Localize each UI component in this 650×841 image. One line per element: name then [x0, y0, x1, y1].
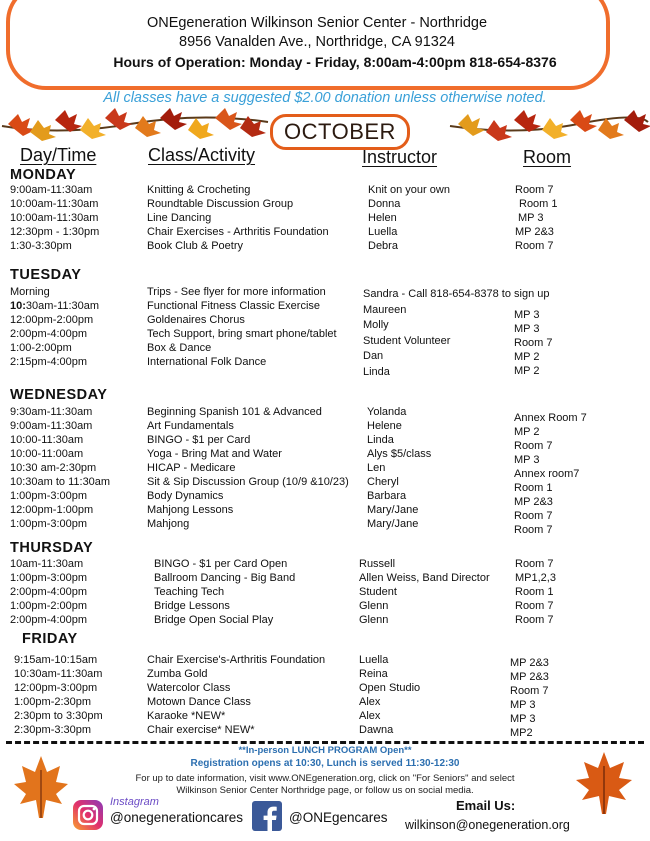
- time-slot: 10:30am to 11:30am: [10, 476, 111, 488]
- time-slot: 2:30pm-3:30pm: [14, 724, 92, 736]
- friday-times: [14, 653, 103, 737]
- room-name: Room 7: [515, 558, 554, 570]
- day-heading-tuesday: TUESDAY: [10, 267, 82, 283]
- time-slot: 2:00pm-4:00pm: [10, 328, 88, 340]
- time-slot: 1:00pm-2:00pm: [10, 600, 88, 612]
- instructor-name: Reina: [359, 668, 388, 680]
- instructor-name: Alys $5/class: [367, 448, 432, 460]
- instructor-name: Knit on your own: [368, 184, 450, 196]
- instructor-name: Barbara: [367, 490, 407, 502]
- room-name: Room 1: [515, 586, 554, 598]
- room-name: Annex Room 7: [514, 412, 587, 424]
- class-name: Knitting & Crocheting: [147, 184, 251, 196]
- thursday-instructors: [359, 557, 490, 627]
- time-slot: 9:30am-11:30am: [10, 406, 93, 418]
- day-heading-monday: MONDAY: [10, 167, 77, 183]
- instructor-name: Open Studio: [359, 682, 421, 694]
- instructor-name: Glenn: [359, 600, 389, 612]
- time-slot: 10:00am-11:30am: [10, 212, 99, 224]
- room-name: MP 3: [514, 309, 540, 321]
- class-name: Trips - See flyer for more information: [147, 286, 326, 298]
- column-header-room: Room: [523, 147, 572, 167]
- room-name: Room 7: [514, 510, 553, 522]
- instagram-handle[interactable]: @onegenerationcares: [110, 810, 244, 825]
- room-name: MP 2&3: [510, 657, 549, 669]
- monday-instructors: [368, 183, 450, 253]
- class-name: Chair Exercises - Arthritis Foundation: [147, 226, 329, 238]
- room-name: MP2: [510, 727, 533, 739]
- instagram-icon[interactable]: [72, 799, 104, 831]
- instagram-label: Instagram: [110, 796, 159, 808]
- dashed-divider: [6, 741, 644, 744]
- autumn-leaves-right-icon: [448, 108, 650, 142]
- time-slot: Morning: [10, 286, 50, 298]
- room-name: MP 3: [510, 713, 536, 725]
- room-name: MP 2&3: [514, 496, 553, 508]
- instructor-name: Mary/Jane: [367, 518, 419, 530]
- time-slot: 2:15pm-4:00pm: [10, 356, 88, 368]
- room-name: MP 2: [514, 351, 540, 363]
- class-name: Bridge Lessons: [154, 600, 230, 612]
- friday-classes: [147, 653, 325, 737]
- class-name: BINGO - $1 per Card: [147, 434, 251, 446]
- instructor-name: Russell: [359, 558, 396, 570]
- class-name: Body Dynamics: [147, 490, 224, 502]
- friday-instructors: [359, 653, 420, 737]
- instructor-name: Helene: [367, 420, 402, 432]
- class-name: Beginning Spanish 101 & Advanced: [147, 406, 322, 418]
- room-name: Room 7: [515, 614, 554, 626]
- class-name: Mahjong: [147, 518, 190, 530]
- class-name: Chair exercise* NEW*: [147, 724, 255, 736]
- class-name: Bridge Open Social Play: [154, 614, 274, 626]
- class-name: Line Dancing: [147, 212, 212, 224]
- room-name: MP 2&3: [510, 671, 549, 683]
- instructor-name: Yolanda: [367, 406, 407, 418]
- time-slot: 1:00-2:00pm: [10, 342, 72, 354]
- time-slot: 2:30pm to 3:30pm: [14, 710, 103, 722]
- instructor-name: Student: [359, 586, 397, 598]
- instructor-name: Len: [367, 462, 386, 474]
- instructor-name: Sandra - Call 818-654-8378 to sign up: [363, 288, 550, 300]
- center-address: 8956 Vanalden Ave., Northridge, CA 91324: [179, 34, 455, 50]
- friday-rooms: [510, 656, 549, 740]
- instructor-name: Linda: [367, 434, 394, 446]
- time-slot: 10:00-11:00am: [10, 448, 84, 460]
- class-name: Roundtable Discussion Group: [147, 198, 294, 210]
- day-heading-friday: FRIDAY: [22, 631, 78, 647]
- class-name: Functional Fitness Classic Exercise: [147, 300, 321, 312]
- thursday-times: [10, 557, 87, 627]
- day-heading-thursday: THURSDAY: [10, 540, 94, 556]
- room-name: Annex room7: [514, 468, 580, 480]
- time-slot: 12:00pm-1:00pm: [10, 504, 94, 516]
- time-slot: 10:00am-11:30am: [10, 198, 99, 210]
- maple-leaf-right-icon: [572, 748, 636, 820]
- class-name: Yoga - Bring Mat and Water: [147, 448, 282, 460]
- room-name: MP 3: [510, 699, 536, 711]
- wednesday-instructors: [367, 405, 431, 531]
- instructor-name: Maureen: [363, 303, 407, 316]
- instructor-name: Donna: [368, 198, 401, 210]
- room-name: MP 3: [514, 323, 540, 335]
- time-slot: 1:30-3:30pm: [10, 240, 72, 252]
- time-slot: 1:00pm-3:00pm: [10, 518, 88, 530]
- time-slot: 2:00pm-4:00pm: [10, 586, 88, 598]
- center-name: ONEgeneration Wilkinson Senior Center - Northridge: [146, 15, 488, 31]
- room-name: Room 7: [515, 600, 554, 612]
- info-line-2: Wilkinson Senior Center Northridge page, or follow us on social media.: [176, 785, 474, 796]
- class-name: Art Fundamentals: [147, 420, 234, 432]
- instructor-name: Alex: [359, 696, 381, 708]
- wednesday-rooms: [514, 411, 587, 537]
- time-bold-prefix: 10:: [10, 300, 26, 312]
- day-heading-wednesday: WEDNESDAY: [10, 387, 108, 403]
- time-slot: 12:00pm-3:00pm: [14, 682, 98, 694]
- time-slot: 2:00pm-4:00pm: [10, 614, 88, 626]
- maple-leaf-left-icon: [12, 752, 70, 824]
- room-name: Room 1: [514, 482, 553, 494]
- time-slot: 1:00pm-2:30pm: [14, 696, 92, 708]
- room-name: Room 7: [515, 240, 554, 252]
- time-slot: 1:00pm-3:00pm: [10, 572, 88, 584]
- instructor-name: Dan: [363, 350, 384, 362]
- tuesday-rooms: [514, 308, 553, 378]
- monday-rooms: [515, 183, 558, 253]
- class-name: Mahjong Lessons: [147, 504, 234, 516]
- tuesday-classes: [147, 285, 337, 369]
- time-slot: 9:00am-11:30am: [10, 184, 93, 196]
- class-name: Motown Dance Class: [147, 696, 251, 708]
- room-name: MP1,2,3: [515, 572, 556, 584]
- instructor-name: Student Volunteer: [363, 334, 451, 347]
- thursday-classes: [154, 557, 295, 627]
- instructor-name: Cheryl: [367, 476, 399, 488]
- instructor-name: Glenn: [359, 614, 389, 626]
- time-slot: 10:30 am-2:30pm: [10, 462, 97, 474]
- room-name: Room 7: [514, 337, 553, 349]
- instructor-name: Mary/Jane: [367, 504, 419, 516]
- email-address[interactable]: wilkinson@onegeneration.org: [405, 818, 570, 832]
- column-header-instructor: Instructor: [362, 147, 438, 167]
- thursday-rooms: [515, 557, 556, 627]
- room-name: MP 2&3: [515, 226, 554, 238]
- time-slot: 1:00pm-3:00pm: [10, 490, 88, 502]
- room-name: Room 7: [514, 524, 553, 536]
- column-header-class: Class/Activity: [148, 145, 256, 165]
- class-name: Zumba Gold: [147, 668, 208, 680]
- time-slot: 9:00am-11:30am: [10, 420, 93, 432]
- room-name: Room 1: [519, 198, 558, 210]
- room-name: Room 7: [514, 440, 553, 452]
- class-name: Chair Exercise's-Arthritis Foundation: [147, 654, 326, 666]
- lunch-registration-times: Registration opens at 10:30, Lunch is served 11:30-12:30: [190, 758, 460, 769]
- class-name: Box & Dance: [147, 342, 212, 354]
- instructor-name: Molly: [363, 319, 389, 331]
- column-header-daytime: Day/Time: [20, 145, 97, 165]
- class-name: International Folk Dance: [147, 356, 267, 368]
- class-name: HICAP - Medicare: [147, 462, 236, 474]
- tuesday-times: [10, 285, 99, 369]
- donation-note: All classes have a suggested $2.00 donation unless otherwise noted.: [103, 90, 547, 106]
- room-name: MP 3: [518, 212, 544, 224]
- info-line-1: For up to date information, visit www.ONEgeneration.org, click on "For Seniors" and select: [135, 773, 515, 784]
- lunch-program-notice: **In-person LUNCH PROGRAM Open**: [238, 745, 412, 756]
- facebook-icon[interactable]: [252, 801, 282, 831]
- time-slot: 10:00-11:30am: [10, 434, 84, 446]
- class-name: Sit & Sip Discussion Group (10/9 &10/23): [147, 476, 349, 488]
- email-label: Email Us:: [456, 798, 516, 813]
- instructor-name: Luella: [359, 654, 389, 666]
- room-name: MP 2: [514, 365, 540, 377]
- room-name: MP 3: [514, 454, 540, 466]
- class-name: Watercolor Class: [147, 682, 231, 694]
- facebook-handle[interactable]: @ONEgencares: [289, 810, 388, 825]
- time-slot: 10:30am-11:30am: [14, 668, 103, 680]
- class-name: Tech Support, bring smart phone/tablet: [147, 328, 337, 340]
- time-slot: 9:15am-10:15am: [14, 654, 98, 666]
- class-name: Karaoke *NEW*: [147, 710, 226, 722]
- wednesday-classes: [147, 405, 349, 531]
- instructor-name: Dawna: [359, 724, 394, 736]
- time-slot: 10:30am-11:30am: [10, 300, 100, 312]
- room-name: Room 7: [510, 685, 549, 697]
- wednesday-times: [10, 405, 110, 531]
- instructor-name: Alex: [359, 710, 381, 722]
- hours-of-operation: Hours of Operation: Monday - Friday, 8:00am-4:00pm 818-654-8376: [113, 54, 557, 70]
- instructor-name: Allen Weiss, Band Director: [359, 572, 490, 584]
- month-badge: OCTOBER: [270, 114, 410, 150]
- monday-times: [10, 183, 99, 253]
- class-name: BINGO - $1 per Card Open: [154, 558, 288, 570]
- time-slot: 12:00pm-2:00pm: [10, 314, 94, 326]
- room-name: MP 2: [514, 426, 540, 438]
- time-slot: 12:30pm - 1:30pm: [10, 226, 100, 238]
- class-name: Teaching Tech: [154, 586, 225, 598]
- class-name: Goldenaires Chorus: [147, 314, 245, 326]
- monday-classes: [147, 183, 329, 253]
- room-name: Room 7: [515, 184, 554, 196]
- instructor-name: Linda: [363, 365, 390, 378]
- instructor-name: Luella: [368, 226, 398, 238]
- instructor-name: Helen: [368, 212, 397, 224]
- time-slot: 10am-11:30am: [10, 558, 84, 570]
- autumn-leaves-left-icon: [0, 106, 270, 142]
- class-name: Book Club & Poetry: [147, 240, 243, 252]
- class-name: Ballroom Dancing - Big Band: [154, 572, 296, 584]
- instructor-name: Debra: [368, 240, 398, 252]
